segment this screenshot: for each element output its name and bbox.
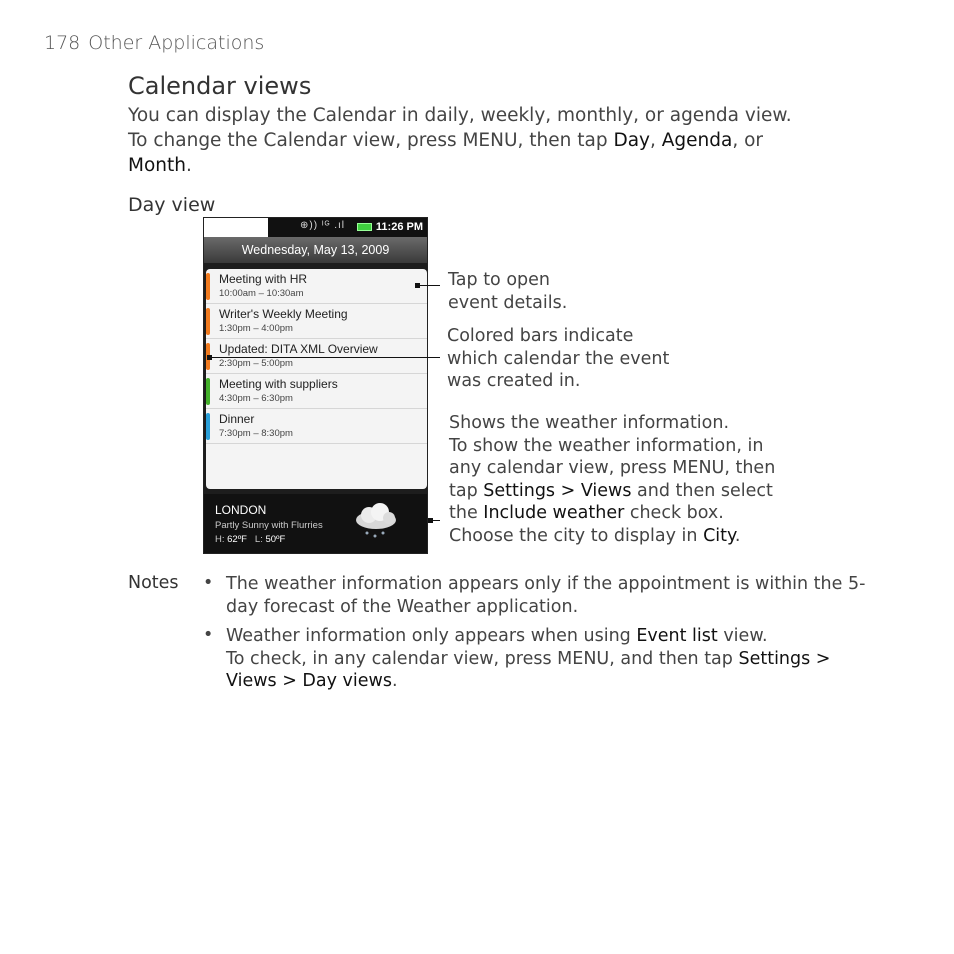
intro-paragraph [128,103,888,178]
callout-line-bars [210,357,440,358]
callout-weather-line4-end: and then select [631,480,773,501]
day-view-heading: Day view [128,194,216,216]
day-term: Day [613,130,650,151]
agenda-term: Agenda [661,130,733,151]
intro-period: . [185,155,192,176]
callout-colored-bars [447,325,669,393]
include-weather-term: Include weather [483,503,625,523]
running-header [44,32,264,54]
callout-bars-line2: which calendar the event [447,348,670,369]
bullet-2: • [203,625,214,645]
weather-panel[interactable] [204,494,427,554]
calendar-color-bar [206,273,210,300]
callout-weather-line6-end: . [734,525,741,546]
callout-weather [449,412,775,547]
note-2 [226,625,876,693]
intro-or: , or [732,130,764,151]
event-time: 4:30pm – 6:30pm [219,393,293,404]
callout-line-tap [418,285,440,286]
callout-bars-line3: was created in. [447,371,581,391]
note2-line2: To check, in any calendar view, press MENU, and then tap [226,648,739,669]
event-time: 10:00am – 10:30am [219,288,304,299]
lo-label: L: [254,534,263,545]
event-item[interactable] [206,374,427,409]
notes-label: Notes [128,573,179,593]
calendar-color-bar [206,378,210,405]
page-title: Calendar views [128,72,312,100]
intro-line2: To change the Calendar view, press MENU, then tap [128,130,614,151]
event-title: Meeting with suppliers [219,377,338,391]
weather-hi-lo [215,534,285,545]
event-list [206,269,427,489]
event-time: 1:30pm – 4:00pm [219,323,293,334]
callout-tap-line1: Tap to open [448,270,550,290]
cloud-snow-icon [352,500,400,540]
callout-weather-line4: tap [449,480,484,501]
event-title: Writer's Weekly Meeting [219,307,348,321]
event-item[interactable] [206,304,427,339]
hi-label: H: [215,534,225,545]
phone-screenshot [203,217,428,554]
event-title: Meeting with HR [219,272,308,286]
callout-tap-line2: event details. [448,292,568,313]
page-number: 178 [44,32,81,54]
event-item[interactable] [206,269,427,304]
city-term: City [703,525,735,546]
callout-weather-line5-end: check box. [624,503,724,523]
event-list-term: Event list [636,626,718,646]
callout-bars-line1: Colored bars indicate [447,326,634,346]
date-bar: Wednesday, May 13, 2009 [204,237,427,263]
note2-period: . [391,671,398,691]
lo-temp: 50ºF [265,534,286,545]
month-term: Month [128,155,186,176]
section-title: Other Applications [88,32,265,54]
calendar-color-bar [206,413,210,440]
event-time: 2:30pm – 5:00pm [219,358,293,369]
battery-icon [357,223,372,231]
intro-line1: You can display the Calendar in daily, weekly, monthly, or agenda view. [128,105,792,126]
note-1: The weather information appears only if the appointment is within the 5-day forecast of the Weather application. [226,574,866,617]
event-item[interactable] [206,409,427,444]
status-icons: ⊕)) ᴵᴳ .ıl [300,220,346,231]
settings-views-term: Settings > Views [483,480,632,501]
callout-weather-line1: Shows the weather information. [449,413,730,433]
callout-weather-line5: the [449,503,484,523]
settings-views-day-term: Settings > Views > Day views [226,648,831,691]
callout-tap [448,269,567,314]
note2-text: Weather information only appears when using [226,626,637,646]
bullet-1: • [203,573,214,593]
callout-line-weather [428,520,440,521]
hi-temp: 62ºF [227,534,247,545]
callout-weather-line3: any calendar view, press MENU, then [449,458,776,478]
event-time: 7:30pm – 8:30pm [219,428,293,439]
callout-weather-line2: To show the weather information, in [449,435,764,456]
calendar-color-bar [206,308,210,335]
status-bar [204,218,427,237]
event-title: Dinner [219,412,255,426]
weather-condition: Partly Sunny with Flurries [215,520,323,531]
weather-city: LONDON [215,503,267,517]
intro-comma: , [649,130,662,151]
callout-weather-line6: Choose the city to display in [449,525,704,546]
note2-text-end: view. [717,626,768,646]
event-title: Updated: DITA XML Overview [219,342,378,356]
status-time: 11:26 PM [375,221,423,233]
status-bar-blank [204,218,268,237]
